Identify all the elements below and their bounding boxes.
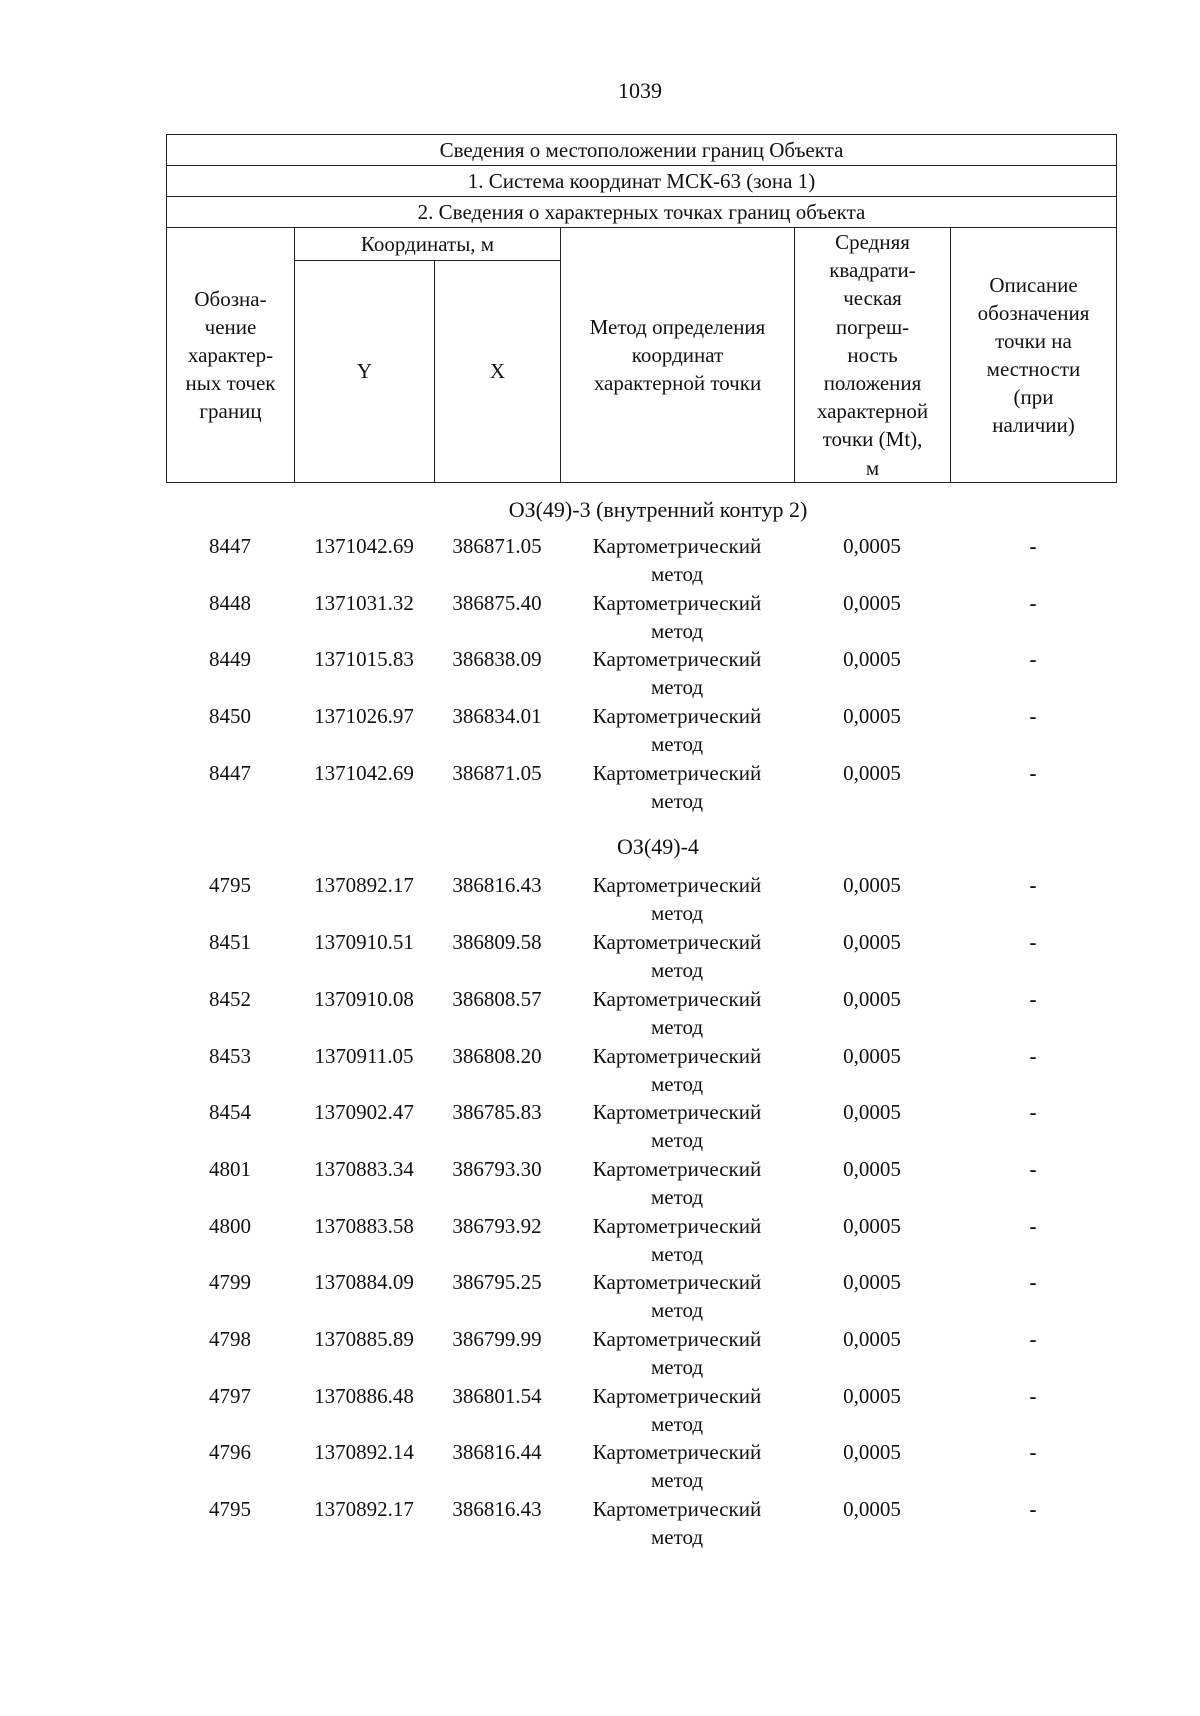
- accuracy: 0,0005: [843, 534, 901, 558]
- coord-y: 1370902.47: [314, 1100, 414, 1125]
- table-row: [166, 589, 1116, 646]
- method-line: метод: [650, 958, 704, 983]
- table-row: [166, 928, 1116, 985]
- method-line: метод: [650, 1354, 704, 1379]
- coord-y: 1371042.69: [314, 534, 414, 558]
- method: [560, 1042, 794, 1099]
- section: [166, 827, 1116, 1551]
- point-id: 4795: [209, 1497, 251, 1521]
- method-line: Картометрический: [592, 704, 762, 729]
- method-line: метод: [650, 1468, 704, 1493]
- method-line: метод: [650, 1525, 704, 1549]
- coord-x: 386816.43: [452, 1497, 542, 1521]
- coord-x: 386801.54: [452, 1383, 542, 1408]
- table-row: [166, 1098, 1116, 1155]
- coord-y: 1370885.89: [314, 1326, 414, 1351]
- coord-x: 386838.09: [452, 647, 542, 672]
- accuracy: 0,0005: [843, 930, 901, 955]
- accuracy: 0,0005: [843, 1213, 901, 1238]
- method-line: Картометрический: [592, 1497, 762, 1521]
- method-line: метод: [650, 901, 704, 926]
- method-line: метод: [650, 562, 704, 586]
- method: [560, 1212, 794, 1269]
- coord-y: 1371026.97: [314, 704, 414, 729]
- method-line: Картометрический: [592, 1156, 762, 1181]
- accuracy: 0,0005: [843, 1326, 901, 1351]
- point-id: 8450: [209, 704, 251, 729]
- method: [560, 871, 794, 928]
- method-line: Картометрический: [592, 1043, 762, 1068]
- description: -: [1029, 1213, 1037, 1238]
- coord-y: 1371015.83: [314, 647, 414, 672]
- method-line: метод: [650, 675, 704, 700]
- coordinates-list: [166, 488, 1116, 1552]
- point-id: 4797: [209, 1383, 251, 1408]
- table-row: [166, 871, 1116, 928]
- method-line: Картометрический: [592, 590, 762, 615]
- method-line: метод: [650, 1071, 704, 1096]
- method: [560, 928, 794, 985]
- coord-y: 1370886.48: [314, 1383, 414, 1408]
- method-line: Картометрический: [592, 1100, 762, 1125]
- method-line: Картометрический: [592, 873, 762, 898]
- description: -: [1029, 704, 1037, 729]
- section-title: ОЗ(49)-3 (внутренний контур 2): [508, 497, 808, 522]
- table-row: [166, 1495, 1116, 1552]
- table-row: [166, 702, 1116, 759]
- method-line: Картометрический: [592, 1440, 762, 1465]
- description: -: [1029, 590, 1037, 615]
- method: [560, 645, 794, 702]
- table-row: [166, 1325, 1116, 1382]
- method-line: метод: [650, 1298, 704, 1323]
- coord-y: 1371031.32: [314, 590, 414, 615]
- table-row: [166, 532, 1116, 589]
- method-line: метод: [650, 732, 704, 757]
- coord-x: 386816.43: [452, 873, 542, 898]
- method-line: Картометрический: [592, 647, 762, 672]
- description: -: [1029, 930, 1037, 955]
- method: [560, 759, 794, 816]
- coord-x: 386793.30: [452, 1156, 542, 1181]
- coord-x: 386785.83: [452, 1100, 542, 1125]
- accuracy: 0,0005: [843, 704, 901, 729]
- table-row: [166, 1212, 1116, 1269]
- accuracy: 0,0005: [843, 1270, 901, 1295]
- coord-x: 386816.44: [452, 1440, 542, 1465]
- coord-x: 386871.05: [452, 534, 542, 558]
- coord-y: 1370884.09: [314, 1270, 414, 1295]
- method-line: метод: [650, 618, 704, 643]
- header-coords: Координаты, м: [295, 228, 561, 261]
- coord-x: 386793.92: [452, 1213, 542, 1238]
- method-line: метод: [650, 1014, 704, 1039]
- point-id: 4801: [209, 1156, 251, 1181]
- coord-x: 386834.01: [452, 704, 542, 729]
- method-line: Картометрический: [592, 534, 762, 558]
- accuracy: 0,0005: [843, 1100, 901, 1125]
- point-id: 4800: [209, 1213, 251, 1238]
- point-id: 4799: [209, 1270, 251, 1295]
- method-line: Картометрический: [592, 1383, 762, 1408]
- description: -: [1029, 1497, 1037, 1521]
- table-row: [166, 1382, 1116, 1439]
- accuracy: 0,0005: [843, 1043, 901, 1068]
- coord-y: 1370883.58: [314, 1213, 414, 1238]
- accuracy: 0,0005: [843, 873, 901, 898]
- method: [560, 1268, 794, 1325]
- accuracy: 0,0005: [843, 986, 901, 1011]
- table-row: [166, 1438, 1116, 1495]
- accuracy: 0,0005: [843, 1497, 901, 1521]
- coord-y: 1371042.69: [314, 760, 414, 785]
- accuracy: 0,0005: [843, 760, 901, 785]
- point-id: 4798: [209, 1326, 251, 1351]
- method-line: Картометрический: [592, 760, 762, 785]
- coord-x: 386871.05: [452, 760, 542, 785]
- description: -: [1029, 1270, 1037, 1295]
- coord-x: 386795.25: [452, 1270, 542, 1295]
- method: [560, 1495, 794, 1552]
- method-line: Картометрический: [592, 986, 762, 1011]
- coord-system-label: 1. Система координат МСК-63 (зона 1): [167, 166, 1117, 197]
- method: [560, 589, 794, 646]
- method: [560, 1098, 794, 1155]
- point-id: 8451: [209, 930, 251, 955]
- method: [560, 985, 794, 1042]
- table-row: [166, 1155, 1116, 1212]
- description: -: [1029, 1043, 1037, 1068]
- method-line: метод: [650, 1184, 704, 1209]
- accuracy: 0,0005: [843, 1383, 901, 1408]
- description: -: [1029, 1440, 1037, 1465]
- point-id: 8453: [209, 1043, 251, 1068]
- point-id: 8452: [209, 986, 251, 1011]
- accuracy: 0,0005: [843, 1440, 901, 1465]
- table-row: [166, 645, 1116, 702]
- table-row: [166, 985, 1116, 1042]
- description: -: [1029, 873, 1037, 898]
- method: [560, 532, 794, 589]
- point-id: 8447: [209, 534, 251, 558]
- method-line: метод: [650, 1411, 704, 1436]
- coord-x: 386809.58: [452, 930, 542, 955]
- table-row: [166, 1042, 1116, 1099]
- coord-x: 386808.57: [452, 986, 542, 1011]
- coord-y: 1370892.17: [314, 1497, 414, 1521]
- method-line: Картометрический: [592, 1326, 762, 1351]
- header-accuracy: Средняя квадрати- ческая погреш- ность положения характерной точки (Mt), м: [795, 228, 951, 483]
- table-row: [166, 1268, 1116, 1325]
- method-line: метод: [650, 1128, 704, 1153]
- method: [560, 1438, 794, 1495]
- description: -: [1029, 1383, 1037, 1408]
- points-title: 2. Сведения о характерных точках границ объекта: [167, 197, 1117, 228]
- point-id: 8449: [209, 647, 251, 672]
- accuracy: 0,0005: [843, 590, 901, 615]
- method: [560, 1382, 794, 1439]
- description: -: [1029, 986, 1037, 1011]
- section-title: ОЗ(49)-4: [617, 834, 699, 860]
- table-title: Сведения о местоположении границ Объекта: [167, 135, 1117, 166]
- point-id: 4795: [209, 873, 251, 898]
- coord-y: 1370911.05: [314, 1043, 414, 1068]
- description: -: [1029, 534, 1037, 558]
- header-designation: Обозна- чение характер- ных точек границ: [167, 228, 295, 483]
- header-y: Y: [295, 261, 435, 483]
- method-line: Картометрический: [592, 930, 762, 955]
- method: [560, 702, 794, 759]
- section: [166, 488, 1116, 827]
- coord-y: 1370892.14: [314, 1440, 414, 1465]
- point-id: 8448: [209, 590, 251, 615]
- method-line: метод: [650, 788, 704, 813]
- description: -: [1029, 647, 1037, 672]
- method-line: метод: [650, 1241, 704, 1266]
- coord-y: 1370910.51: [314, 930, 414, 955]
- header-x: X: [435, 261, 561, 483]
- method-line: Картометрический: [592, 1213, 762, 1238]
- method-line: Картометрический: [592, 1270, 762, 1295]
- coord-y: 1370883.34: [314, 1156, 414, 1181]
- description: -: [1029, 1156, 1037, 1181]
- description: -: [1029, 760, 1037, 785]
- coord-x: 386799.99: [452, 1326, 542, 1351]
- description: -: [1029, 1100, 1037, 1125]
- coord-x: 386875.40: [452, 590, 542, 615]
- page-number: 1039: [618, 78, 662, 103]
- point-id: 8454: [209, 1100, 251, 1125]
- header-description: Описание обозначения точки на местности (при наличии): [951, 228, 1117, 483]
- header-method: Метод определения координат характерной точки: [561, 228, 795, 483]
- coord-x: 386808.20: [452, 1043, 542, 1068]
- method: [560, 1325, 794, 1382]
- point-id: 8447: [209, 760, 251, 785]
- description: -: [1029, 1326, 1037, 1351]
- method: [560, 1155, 794, 1212]
- coord-y: 1370892.17: [314, 873, 414, 898]
- accuracy: 0,0005: [843, 647, 901, 672]
- point-id: 4796: [209, 1440, 251, 1465]
- coord-y: 1370910.08: [314, 986, 414, 1011]
- table-row: [166, 759, 1116, 816]
- accuracy: 0,0005: [843, 1156, 901, 1181]
- header-table: [166, 134, 1117, 483]
